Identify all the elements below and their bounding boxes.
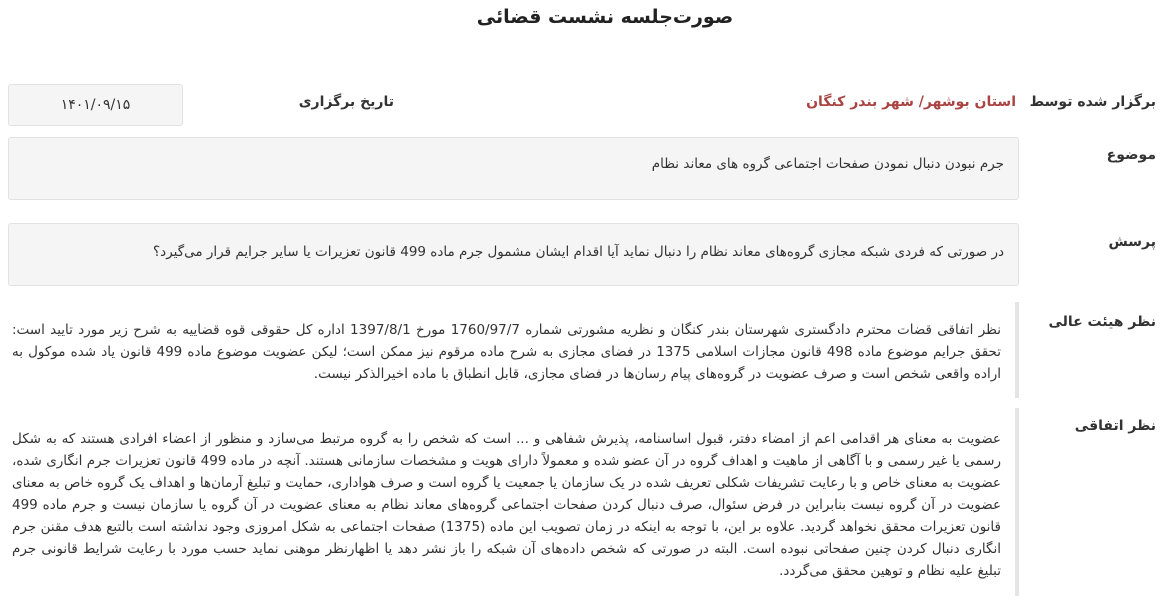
subject-label: موضوع: [1106, 147, 1156, 163]
subject-value: جرم نبودن دنبال نمودن صفحات اجتماعی گروه های معاند نظام: [8, 137, 1019, 200]
board-opinion-text: نظر اتفاقی قضات محترم دادگستری شهرستان بندر کنگان و نظریه مشورتی شماره 1760/97/7 مورخ 1397/8/1 اداره کل حقوقی قوه قضاییه به شرح زیر مورد تایید است: تحقق جرایم موضوع ماده 498 قانون مجازات اسلامی 1375 در فضای مجازی به شرح ماده مرقوم نیز ممکن است؛ لیکن عضویت موضوع ماده 499 قانون یاد شده موکول به اراده واقعی شخص است و صرف عضویت در گروه‌های پیام رسان‌ها در فضای مجازی، قابل انطباق با ماده اخیرالذکر نیست.: [8, 302, 1019, 398]
held-by-label: برگزار شده توسط: [1029, 94, 1156, 110]
held-by-value: استان بوشهر/ شهر بندر کنگان: [806, 94, 1016, 110]
date-value: ۱۴۰۱/۰۹/۱۵: [8, 84, 183, 126]
page-title: صورت‌جلسه نشست قضائی: [476, 6, 734, 28]
board-opinion-label: نظر هیئت عالی: [1048, 314, 1156, 330]
date-label: تاریخ برگزاری: [298, 94, 394, 110]
question-value: در صورتی که فردی شبکه مجازی گروه‌های معاند نظام را دنبال نماید آیا اقدام ایشان مشمول جرم ماده 499 قانون تعزیرات یا سایر جرایم قرار می‌گیرد؟: [8, 223, 1019, 286]
consensus-opinion-text: عضویت به معنای هر اقدامی اعم از امضاء دفتر، قبول اساسنامه، پذیرش شفاهی و ... است که شخص را به گروه مرتبط می‌سازد و منظور از اعضاء افرادی هستند که به شکل رسمی یا غیر رسمی و با آگاهی از ماهیت و اهداف گروه در آن عضو شده و معمولاً دارای هویت و مشخصات سازمانی هستند. آنچه در ماده 499 قانون تعزیرات جرم انگاری شده، عضویت به معنای خاص و با رعایت تشریفات شکلی تعریف شده در یک سازمان یا جمعیت یا گروه است و صرف هواداری، حمایت و تبلیغ آرمان‌ها و اهداف یک گروه خاص به معنای عضویت در آن گروه نیست بنابراین در فرض سئوال، صرف دنبال کردن صفحات اجتماعی گروه‌های معاند نظام به معنای عضویت در آن گروه یا سازمان نیست و جرم ماده 499 قانون تعزیرات محقق نخواهد گردید. علاوه بر این، با توجه به اینکه در زمان تصویب این ماده (1375) صفحات اجتماعی به شکل امروزی وجود نداشته است بالتبع هدف مقنن جرم انگاری دنبال کردن چنین صفحاتی نبوده است. البته در صورتی که شخص داده‌های آن شبکه را باز نشر دهد یا اظهارنظر موهنی نماید حسب مورد با رعایت شرایط قانونی جرم تبلیغ علیه نظام و توهین محقق می‌گردد.: [8, 408, 1019, 596]
question-label: پرسش: [1108, 234, 1156, 250]
consensus-opinion-label: نظر اتفاقی: [1074, 418, 1156, 434]
